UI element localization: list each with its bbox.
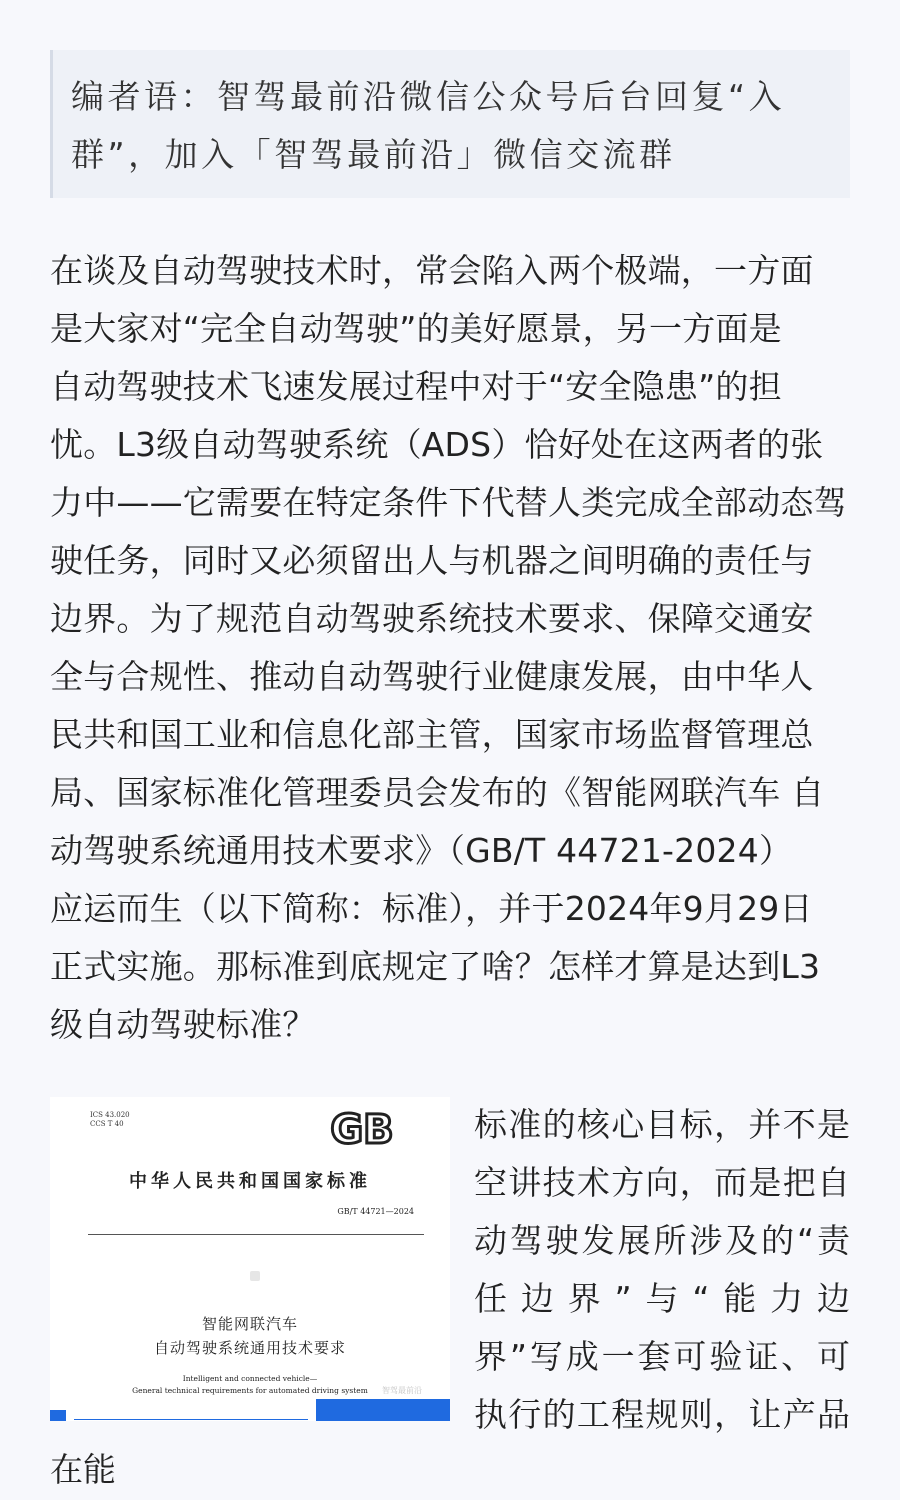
article-intro-paragraph [50,242,850,1054]
side-line: 标准的核心目标，并不是 [474,1105,850,1144]
side-paragraph [474,1096,850,1444]
article-line: 局、国家标准化管理委员会发布的《智能网联汽车 自 [50,773,825,812]
side-line: 空讲技术方向，而是把自 [474,1163,850,1202]
article-line: 驶任务，同时又必须留出人与机器之间明确的责任与 [50,541,814,580]
cover-divider [88,1234,424,1235]
editor-note-box [50,50,850,198]
ics-line: ICS 43.020 [90,1111,130,1119]
cover-accent-block-right [316,1399,450,1421]
article-line: 忧。L3级自动驾驶系统（ADS）恰好处在这两者的张 [50,425,824,464]
emblem-icon [250,1271,260,1281]
cover-accent-block-left [50,1410,66,1421]
article-line: 力中——它需要在特定条件下代替人类完成全部动态驾 [50,483,847,522]
paragraph-continuation: 在能 [50,1450,116,1489]
side-line: 动驾驶发展所涉及的“责 [474,1221,850,1260]
side-line: 任边界”与“能力边 [474,1279,850,1318]
cover-en-title-2: General technical requirements for automated driving system [132,1386,368,1395]
article-line: 级自动驾驶标准？ [50,1005,316,1044]
cover-cn-title-2: 自动驾驶系统通用技术要求 [153,1339,346,1357]
cover-cn-title-1: 智能网联汽车 [201,1315,298,1333]
article-line: 应运而生（以下简称：标准），并于2024年9月29日 [50,889,813,928]
cover-en-title-1: Intelligent and connected vehicle— [182,1374,318,1383]
cover-accent-line [74,1419,308,1420]
editor-note-line: 编者语：智驾最前沿微信公众号后台回复“入 [71,77,786,116]
gb-logo [320,1109,404,1149]
side-line: 界”写成一套可验证、可 [474,1337,850,1376]
standard-number: GB/T 44721—2024 [337,1207,414,1216]
side-line: 执行的工程规则，让产品 [474,1395,850,1434]
article-line: 动驾驶系统通用技术要求》（GB/T 44721-2024） [50,831,793,870]
article-line: 在谈及自动驾驶技术时，常会陷入两个极端，一方面 [50,251,814,290]
watermark: 智驾最前沿 [382,1386,422,1395]
standard-title: 中华人民共和国国家标准 [129,1171,371,1192]
article-line: 民共和国工业和信息化部主管，国家市场监督管理总 [50,715,814,754]
gb-logo-text: GB [330,1109,394,1149]
article-line: 全与合规性、推动自动驾驶行业健康发展，由中华人 [50,657,814,696]
article-line: 自动驾驶技术飞速发展过程中对于“安全隐患”的担 [50,367,782,406]
article-line: 边界。为了规范自动驾驶系统技术要求、保障交通安 [50,599,814,638]
standard-cover-image [50,1097,450,1421]
article-line: 正式实施。那标准到底规定了啥？怎样才算是达到L3 [50,947,821,986]
editor-note-line: 群”，加入「智驾最前沿」微信交流群 [71,135,676,174]
article-line: 是大家对“完全自动驾驶”的美好愿景，另一方面是 [50,309,782,348]
ccs-line: CCS T 40 [90,1120,124,1128]
ics-code [90,1111,130,1129]
